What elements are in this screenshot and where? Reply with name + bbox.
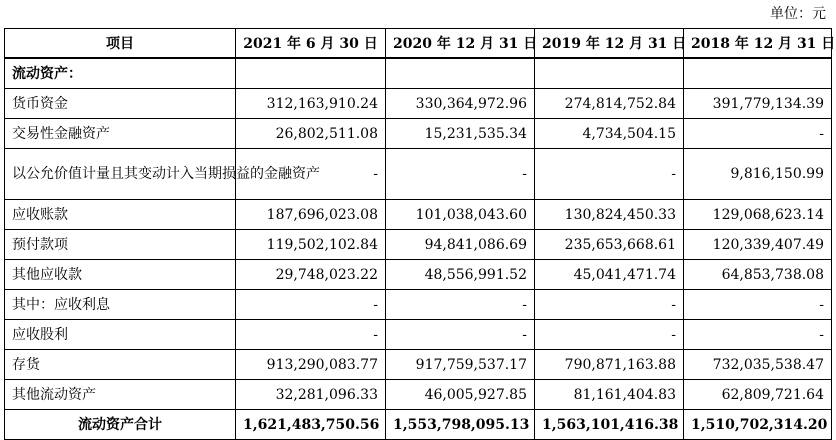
cell-value: 94,841,086.69 (386, 230, 535, 260)
table-row (5, 58, 832, 89)
cell-value: - (535, 290, 684, 320)
cell-value: 330,364,972.96 (386, 89, 535, 119)
table-row (5, 380, 832, 410)
cell-value: - (386, 149, 535, 200)
cell-value: 120,339,407.49 (684, 230, 832, 260)
balance-sheet-table (4, 28, 836, 440)
cell-value: 64,853,738.08 (684, 260, 832, 290)
cell-value (236, 58, 386, 89)
cell-value: 129,068,623.14 (684, 200, 832, 230)
cell-value: 48,556,991.52 (386, 260, 535, 290)
total-row (5, 410, 832, 440)
cell-value: - (236, 320, 386, 350)
cell-value: - (684, 119, 832, 149)
header-2019-12-31: 2019 年 12 月 31 日 (535, 29, 684, 59)
cell-value: 26,802,511.08 (236, 119, 386, 149)
cell-value: 235,653,668.61 (535, 230, 684, 260)
row-label: 预付款项 (5, 230, 236, 260)
cell-value: 46,005,927.85 (386, 380, 535, 410)
table-row (5, 350, 832, 380)
cell-value: - (386, 290, 535, 320)
header-2021-06-30: 2021 年 6 月 30 日 (236, 29, 386, 59)
cell-value: 913,290,083.77 (236, 350, 386, 380)
table-row (5, 230, 832, 260)
cell-value: 187,696,023.08 (236, 200, 386, 230)
cell-value (684, 58, 832, 89)
cell-value: 1,563,101,416.38 (535, 410, 684, 440)
cell-value: 130,824,450.33 (535, 200, 684, 230)
cell-value: 1,621,483,750.56 (236, 410, 386, 440)
table-row (5, 89, 832, 119)
cell-value: 274,814,752.84 (535, 89, 684, 119)
row-label: 其中：应收利息 (5, 290, 236, 320)
row-label: 应收股利 (5, 320, 236, 350)
cell-value: 9,816,150.99 (684, 149, 832, 200)
header-2018-12-31: 2018 年 12 月 31 日 (684, 29, 832, 59)
row-label: 流动资产： (5, 58, 236, 89)
cell-value: - (535, 320, 684, 350)
cell-value: 4,734,504.15 (535, 119, 684, 149)
cell-value (535, 58, 684, 89)
row-label: 其他应收款 (5, 260, 236, 290)
table-row (5, 260, 832, 290)
table-row (5, 119, 832, 149)
cell-value: - (236, 149, 386, 200)
row-label: 交易性金融资产 (5, 119, 236, 149)
cell-value: 917,759,537.17 (386, 350, 535, 380)
cell-value: 1,553,798,095.13 (386, 410, 535, 440)
cell-value: 81,161,404.83 (535, 380, 684, 410)
cell-value: 732,035,538.47 (684, 350, 832, 380)
header-item: 项目 (5, 29, 236, 59)
table-row (5, 200, 832, 230)
cell-value: - (535, 149, 684, 200)
cell-value: 312,163,910.24 (236, 89, 386, 119)
cell-value: - (684, 320, 832, 350)
row-label: 应收账款 (5, 200, 236, 230)
cell-value: 391,779,134.39 (684, 89, 832, 119)
cell-value: 15,231,535.34 (386, 119, 535, 149)
cell-value: 119,502,102.84 (236, 230, 386, 260)
row-label: 货币资金 (5, 89, 236, 119)
cell-value: - (386, 320, 535, 350)
header-row (5, 29, 832, 59)
table-row (5, 320, 832, 350)
cell-value (386, 58, 535, 89)
table-row (5, 290, 832, 320)
cell-value: 790,871,163.88 (535, 350, 684, 380)
cell-value: - (236, 290, 386, 320)
row-label: 以公允价值计量且其变动计入当期损益的金融资产 (5, 149, 236, 200)
cell-value: - (684, 290, 832, 320)
cell-value: 62,809,721.64 (684, 380, 832, 410)
cell-value: 29,748,023.22 (236, 260, 386, 290)
cell-value: 45,041,471.74 (535, 260, 684, 290)
cell-value: 32,281,096.33 (236, 380, 386, 410)
cell-value: 1,510,702,314.20 (684, 410, 832, 440)
row-label: 存货 (5, 350, 236, 380)
table-row (5, 149, 832, 200)
header-2020-12-31: 2020 年 12 月 31 日 (386, 29, 535, 59)
cell-value: 101,038,043.60 (386, 200, 535, 230)
unit-label: 单位：元 (770, 6, 826, 22)
row-label: 流动资产合计 (5, 410, 236, 440)
row-label: 其他流动资产 (5, 380, 236, 410)
